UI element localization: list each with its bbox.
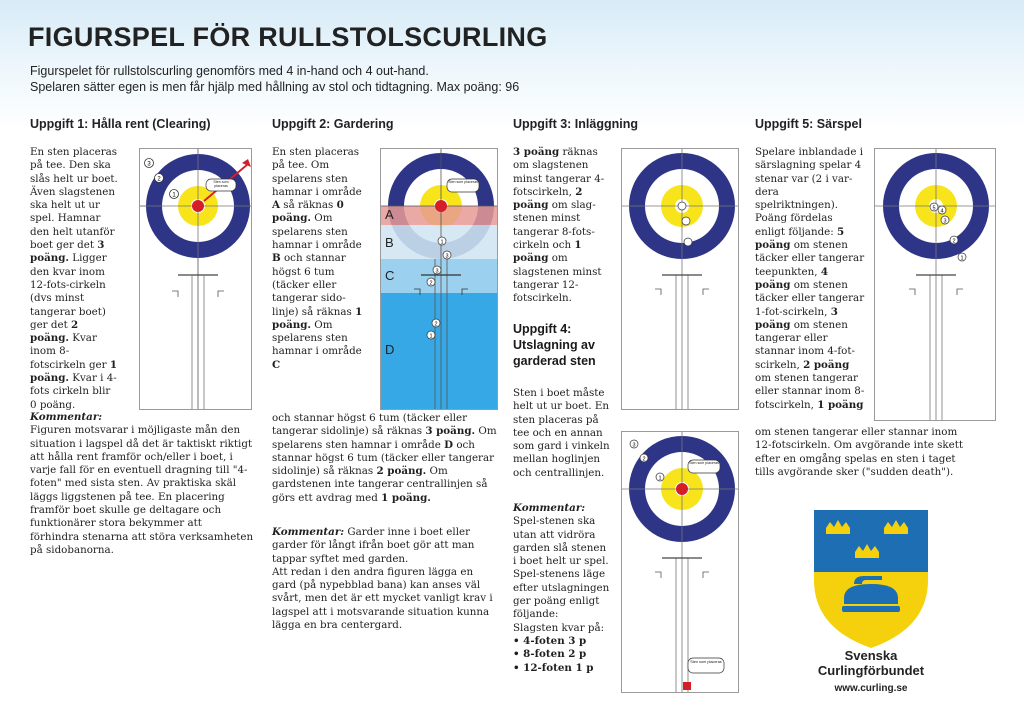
zone-c bbox=[381, 259, 498, 293]
zone-label-c: C bbox=[385, 268, 395, 283]
points-8ft: • 8-foten 2 p bbox=[513, 648, 587, 661]
svg-text:2: 2 bbox=[157, 176, 161, 183]
zone-label-d: D bbox=[385, 342, 395, 357]
points-12ft: • 12-foten 1 p bbox=[513, 661, 594, 674]
task3-heading: Uppgift 3: Inläggning bbox=[513, 117, 638, 131]
task1-heading: Uppgift 1: Hålla rent (Clearing) bbox=[30, 117, 211, 131]
stone-label-4b: Sten som placeras bbox=[690, 660, 722, 664]
task1-diagram bbox=[139, 148, 252, 410]
svg-text:1: 1 bbox=[172, 192, 176, 199]
federation-logo bbox=[814, 510, 928, 648]
task2-diagram bbox=[380, 148, 498, 410]
zone-label-a: A bbox=[385, 207, 394, 222]
logo-line-2: Curlingförbundet bbox=[817, 663, 925, 678]
intro-text bbox=[30, 63, 519, 95]
svg-text:2: 2 bbox=[952, 238, 956, 245]
stone-on-tee bbox=[192, 200, 204, 212]
logo-line-1: Svenska bbox=[844, 648, 898, 663]
task2-heading: Uppgift 2: Gardering bbox=[272, 117, 394, 131]
svg-text:5: 5 bbox=[932, 205, 936, 212]
stone-label-4a: Sten som placeras bbox=[689, 461, 719, 465]
svg-text:2: 2 bbox=[642, 456, 646, 463]
task5-description-cont: om stenen tangerar eller stannar inom 12-fotscirkeln. Om avgörande inte skett efter en omgång spelas en sten i taget tills avgörande sker ("sudden death"). bbox=[755, 426, 963, 478]
svg-text:3: 3 bbox=[632, 442, 636, 449]
logo-url: www.curling.se bbox=[834, 683, 908, 694]
zone-label-b: B bbox=[385, 235, 394, 250]
intro-line-1: Figurspelet för rullstolscurling genomförs med 4 in-hand och 4 out-hand. bbox=[30, 64, 429, 78]
stone-label-2: Sten som placeras bbox=[448, 180, 478, 184]
task3-description: 3 poäng räknas om slagstenen minst tangerar 4-fotscirkeln, 2 poäng om slag-stenen minst tangerar 8-fots-cirkeln och 1 poäng om slagstenen minst tangerar 12-fotscirkeln. bbox=[513, 146, 605, 305]
svg-text:4: 4 bbox=[940, 208, 944, 215]
intro-line-2: Spelaren sätter egen is men får hjälp med hållning av stol och tidtagning. Max poäng: 96 bbox=[30, 80, 520, 94]
svg-text:3: 3 bbox=[943, 218, 947, 225]
stone-label-1: Sten som placeras bbox=[213, 180, 229, 189]
page-title: FIGURSPEL FÖR RULLSTOLSCURLING bbox=[28, 22, 548, 52]
task1-comment: Kommentar: Figuren motsvarar i möjligaste mån den situation i lagspel då det är taktiskt riktigt att hålla rent framför och/eller i boet, i varje fall för en eventuell dragning till "4-foten" med sista sten. Av praktiska skäl läggs liggstenen på tee. En placering framför boet skulle ge deltagare och funktionärer stora bekymmer att förhindra stenarna att störa verksamheten på sidobanorna. bbox=[30, 411, 254, 556]
task3-diagram bbox=[621, 148, 739, 410]
task4-comment: Kommentar: Spel-stenen ska utan att vidröra garden slå stenen i boet helt ur spel. Spel-stenens läge efter utslagningen ger poäng enligt följande: Slagsten kvar på: • 4-foten 3 p • 8-foten 2 p • 12-foten 1 p bbox=[513, 502, 610, 674]
zone-d bbox=[381, 293, 498, 410]
task1-description: En sten placeras på tee. Den ska slås helt ur boet. Även slagstenen ska helt ut ur spel. Hamnar den helt utanför boet ger det 3 poäng. Ligger den kvar inom 12-fots-cirkeln (dvs minst tangerar boet) ger det 2 poäng. Kvar inom 8-fotscirkeln ger 1 poäng. Kvar i 4-fots cirkeln blir 0 poäng. bbox=[30, 146, 118, 411]
task5-description: Spelare inblandade i särslagning spelar 4 stenar var (2 i var-dera spelriktningen). Poäng fördelas enligt följande: 5 poäng om stenen täcker eller tangerar teepunkten, 4 poäng om stenen täcker eller tangerar 1-fot-scirkeln, 3 poäng om stenen tangerar eller stannar inom 4-fot-scirkeln, 2 poäng om stenen tangerar eller stannar inom 8-fotscirkeln, 1 poäng bbox=[755, 146, 865, 411]
svg-text:1: 1 bbox=[440, 239, 444, 246]
task4-heading: Uppgift 4: Utslagning av garderad sten bbox=[513, 322, 596, 368]
task5-heading: Uppgift 5: Särspel bbox=[755, 117, 862, 131]
task5-diagram bbox=[874, 148, 996, 421]
task2-comment: Kommentar: Garder inne i boet eller garder för långt ifrån boet gör att man tappar syftet med garden. Att redan i den andra figuren lägga en gard (på nypebblad bana) kan anses väl svårt, men det är ett mycket vanligt krav i lagspel att i motsvarande situation kunna lägga en bra centergard. bbox=[272, 526, 493, 632]
task4-description: Sten i boet måste helt ut ur boet. En sten placeras på tee och en annan som gard i vinkeln mellan hoglinjen och centrallinjen. bbox=[513, 387, 610, 479]
svg-text:3: 3 bbox=[445, 253, 449, 260]
svg-text:3: 3 bbox=[147, 161, 151, 168]
points-4ft: • 4-foten 3 p bbox=[513, 634, 587, 647]
svg-text:3: 3 bbox=[435, 268, 439, 275]
svg-text:1: 1 bbox=[960, 255, 964, 262]
svg-text:1: 1 bbox=[429, 333, 433, 340]
svg-text:2: 2 bbox=[434, 321, 438, 328]
task2-description: En sten placeras på tee. Om spelarens sten hamnar i område A så räknas 0 poäng. Om spelarens sten hamnar i område B och stannar högst 6 tum (täcker eller tangerar sido-linje) så räknas 1 poäng. Om spelarens sten hamnar i område C bbox=[272, 146, 363, 371]
task4-diagram bbox=[621, 431, 739, 693]
svg-text:2: 2 bbox=[429, 280, 433, 287]
svg-text:1: 1 bbox=[658, 475, 662, 482]
task2-description-cont: och stannar högst 6 tum (täcker eller tangerar sidolinje) så räknas 3 poäng. Om spelarens sten hamnar i område D och stannar högst 6 tum (täcker eller tangerar sidolinje) så räknas 2 poäng. Om gardstenen inte tangerar centrallinjen så görs ett avdrag med 1 poäng. bbox=[272, 412, 497, 504]
